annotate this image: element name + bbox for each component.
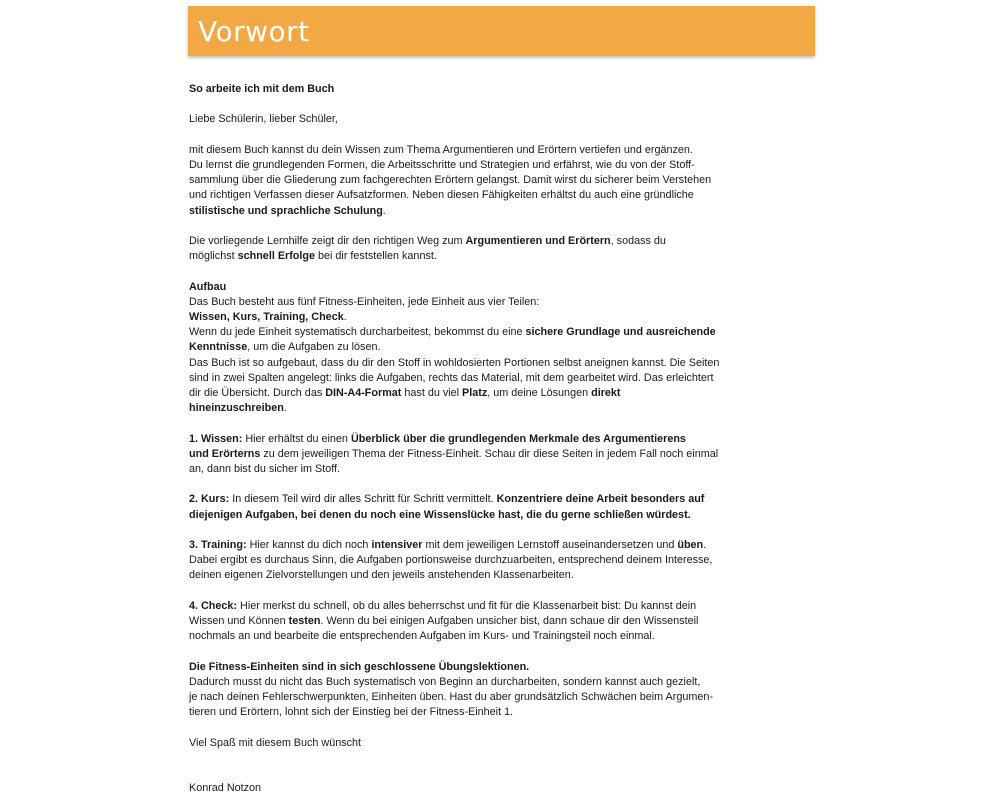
fitness-paragraph: Die Fitness-Einheiten sind in sich geschlossene Übungslektionen. Dadurch musst du nicht das Buch systematisch von Beginn an durcharbeiten, sondern kannst auch gezielt, je nach deinen Fehlerschwerpunkten, Einheiten üben. Hast du aber grundsätzlich Schwächen beim Argumen- tieren und Erörtern, lohnt sich der Einstieg bei der Fitness-Einheit 1. bbox=[189, 660, 713, 719]
training-paragraph: 3. Training: Hier kannst du dich noch intensiver mit dem jeweiligen Lernstoff auseinandersetzen und üben. Dabei ergibt es durchaus Sinn, die Aufgaben portionsweise durchzuarbeiten, entsprechend deinem Interesse, deinen eigenen Zielvorstellungen und den jeweils anstehenden Klassenarbeiten. bbox=[189, 538, 713, 582]
section-title: So arbeite ich mit dem Buch bbox=[189, 83, 335, 95]
closing-line: Viel Spaß mit diesem Buch wünscht bbox=[189, 736, 362, 749]
aufbau-heading: Aufbau bbox=[189, 280, 227, 293]
intro-paragraph: mit diesem Buch kannst du dein Wissen zum Thema Argumentieren und Erörtern vertiefen und ergänzen. Du lernst die grundlegenden Formen, die Arbeitsschritte und Strategien und erfährst, wie du von der Stoff- sammlung über die Gliederung zum fachgerechten Erörtern gelangst. Damit wirst du sicherer beim Verstehen und richtigen Verfassen dieser Aufsatzformen. Neben diesen Fähigkeiten erhältst du auch eine gründliche stilistische und sprachliche Schulung. bbox=[189, 143, 712, 217]
wissen-paragraph: 1. Wissen: Hier erhältst du einen Überblick über die grundlegenden Merkmale des Argumentierens und Erörterns zu dem jeweiligen Thema der Fitness-Einheit. Schau dir diese Seiten in jedem Fall noch einmal an, dann bist du sicher im Stoff. bbox=[189, 432, 719, 475]
kurs-paragraph: 2. Kurs: In diesem Teil wird dir alles Schritt für Schritt vermittelt. Konzentriere deine Arbeit besonders auf diejenigen Aufgaben, bei denen du noch eine Wissenslücke hast, die du gerne schließen würdest. bbox=[189, 493, 705, 521]
check-paragraph: 4. Check: Hier merkst du schnell, ob du alles beherrschst und fit für die Klassenarbeit bist: Du kannst dein Wissen und Können testen. Wenn du bei einigen Aufgaben unsicher bist, dann schaue dir den Wissensteil nochmals an und bearbeite die entsprechenden Aufgaben im Kurs- und Trainingsteil noch einmal. bbox=[189, 599, 699, 643]
aufbau-paragraph: Aufbau Das Buch besteht aus fünf Fitness-Einheiten, jede Einheit aus vier Teilen: Wissen, Kurs, Training, Check. Wenn du jede Einheit systematisch durcharbeitest, bekommst du eine sichere Grundlage und ausreichende Kenntnisse, um die Aufgaben zu lösen. Das Buch ist so aufgebaut, dass du dir den Stoff in wohldosierten Portionen selbst aneignen kannst. Die Seiten sind in zwei Spalten angelegt: links die Aufgaben, rechts das Material, mit dem gearbeitet wird. Das erleichtert dir die Übersicht. Durch das DIN-A4-Format hast du viel Platz, um deine Lösungen direkt hineinzuschreiben. bbox=[189, 280, 720, 415]
header-band bbox=[188, 6, 815, 56]
page-title: Vorwort bbox=[198, 15, 310, 48]
fitness-heading: Die Fitness-Einheiten sind in sich geschlossene Übungslektionen. bbox=[189, 660, 530, 673]
greeting: Liebe Schülerin, lieber Schüler, bbox=[189, 113, 338, 126]
guide-paragraph: Die vorliegende Lernhilfe zeigt dir den richtigen Weg zum Argumentieren und Erörtern, sodass du möglichst schnell Erfolge bei dir feststellen kannst. bbox=[189, 234, 666, 263]
author-signature: Konrad Notzon bbox=[189, 781, 262, 794]
main-content bbox=[189, 82, 749, 811]
